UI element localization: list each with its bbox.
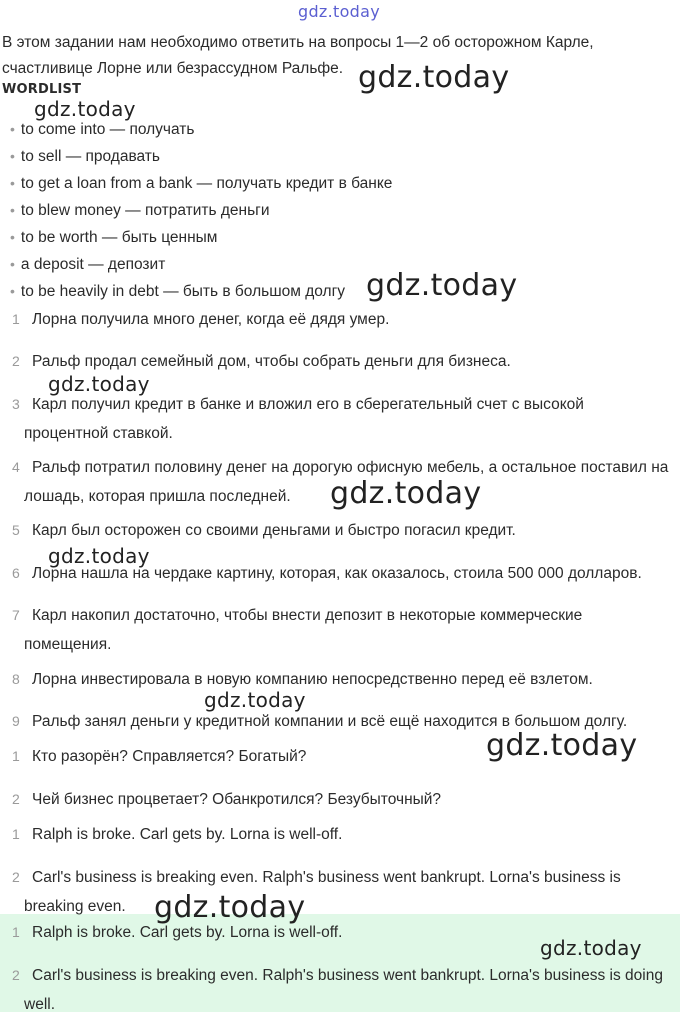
bullet-icon: • [10,175,15,191]
bullet-icon: • [10,148,15,164]
watermark: gdz.today [48,372,150,396]
wordlist-item: • to sell — продавать [10,148,160,165]
corrected-answer-item: 1 Ralph is broke. Carl gets by. Lorna is well-off. [12,924,343,941]
watermark: gdz.today [48,544,150,568]
bullet-icon: • [10,202,15,218]
wordlist-item: • to be heavily in debt — быть в большом долгу [10,283,345,300]
wordlist-item: • to be worth — быть ценным [10,229,218,246]
bullet-icon: • [10,283,15,299]
watermark: gdz.today [358,60,510,95]
watermark: gdz.today [154,890,306,925]
wordlist-heading: WORDLIST [2,82,82,97]
answer-item: 2 Carl's business is breaking even. Ralph's business went bankrupt. Lorna's business is breaking even. [12,869,621,915]
bullet-icon: • [10,121,15,137]
watermark: gdz.today [366,268,518,303]
question-item: 1 Кто разорён? Справляется? Богатый? [12,748,307,765]
statement-item: 4 Ральф потратил половину денег на дорогую офисную мебель, а остальное поставил на лошадь, которая пришла последней. [12,459,669,505]
bullet-icon: • [10,229,15,245]
statement-item: 9 Ральф занял деньги у кредитной компании и всё ещё находится в большом долгу. [12,713,628,730]
watermark: gdz.today [204,688,306,712]
wordlist-item: • to come into — получать [10,121,195,138]
statement-item: 3 Карл получил кредит в банке и вложил его в сберегательный счет с высокой процентной ставкой. [12,396,584,442]
corrected-answer-item: 2 Carl's business is breaking even. Ralph's business went bankrupt. Lorna's business is doing well. [12,967,663,1013]
watermark: gdz.today [34,97,136,121]
wordlist-item: • to blew money — потратить деньги [10,202,270,219]
statement-item: 1 Лорна получила много денег, когда её дядя умер. [12,311,390,328]
intro-text: В этом задании нам необходимо ответить на вопросы 1—2 об осторожном Карле, счастливице Лорне или безрассудном Ральфе. [2,34,594,77]
wordlist-item: • to get a loan from a bank — получать кредит в банке [10,175,393,192]
watermark: gdz.today [330,476,482,511]
statement-item: 5 Карл был осторожен со своими деньгами и быстро погасил кредит. [12,522,516,539]
statement-item: 7 Карл накопил достаточно, чтобы внести депозит в некоторые коммерческие помещения. [12,607,583,653]
watermark: gdz.today [486,728,638,763]
question-item: 2 Чей бизнес процветает? Обанкротился? Безубыточный? [12,791,442,808]
statement-item: 8 Лорна инвестировала в новую компанию непосредственно перед её взлетом. [12,671,593,688]
answer-item: 1 Ralph is broke. Carl gets by. Lorna is well-off. [12,826,343,843]
statement-item: 2 Ральф продал семейный дом, чтобы собрать деньги для бизнеса. [12,353,511,370]
wordlist-item: • a deposit — депозит [10,256,166,273]
statement-item: 6 Лорна нашла на чердаке картину, которая, как оказалось, стоила 500 000 долларов. [12,565,642,582]
bullet-icon: • [10,256,15,272]
watermark-top: gdz.today [298,2,380,21]
watermark: gdz.today [540,936,642,960]
